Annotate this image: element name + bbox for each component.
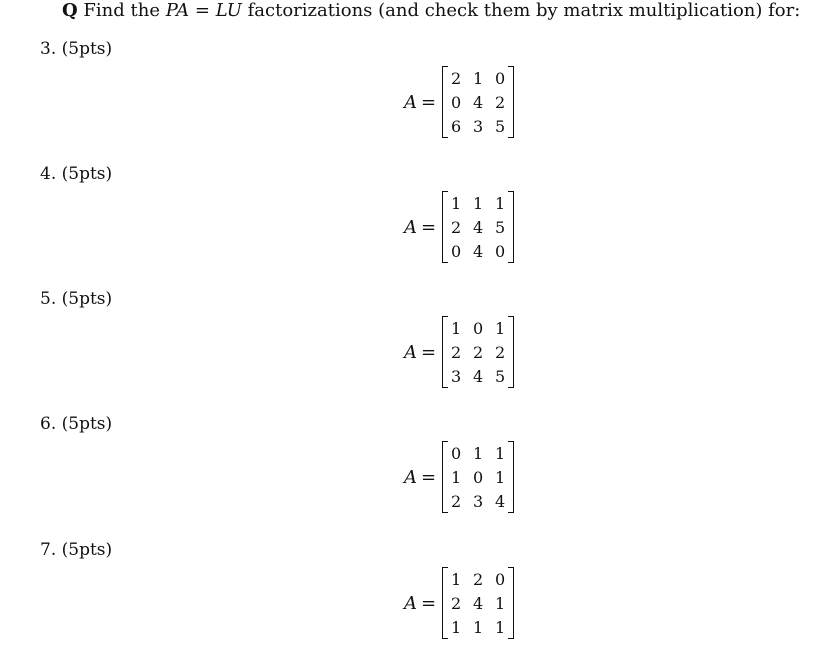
header-lu: LU	[215, 0, 242, 21]
matrix-cell: 3	[473, 491, 484, 511]
matrix-name: A	[404, 91, 417, 113]
matrix-cell: 1	[495, 467, 506, 487]
right-bracket	[508, 191, 514, 263]
matrix-cell: 2	[451, 68, 462, 88]
equals-sign: =	[421, 341, 437, 363]
matrix-cell: 4	[473, 217, 484, 237]
problem-3	[0, 38, 813, 164]
matrix-cell: 2	[473, 342, 484, 362]
matrix-cell: 1	[495, 593, 506, 613]
question-header	[62, 0, 800, 22]
right-bracket	[508, 441, 514, 513]
problem-5	[0, 288, 813, 414]
problem-label: 6. (5pts)	[40, 414, 113, 434]
matrix-cell: 1	[473, 617, 484, 637]
matrix-name: A	[404, 466, 417, 488]
matrix-equation	[404, 441, 514, 513]
problem-label: 4. (5pts)	[40, 164, 113, 184]
matrix-cell: 4	[473, 366, 484, 386]
matrix-equation	[404, 316, 514, 388]
matrix-cell: 1	[495, 617, 506, 637]
matrix-cell: 4	[495, 491, 506, 511]
question-marker: Q	[62, 0, 78, 21]
equals-sign: =	[421, 91, 437, 113]
matrix-cell: 5	[495, 217, 506, 237]
problem-label: 3. (5pts)	[40, 39, 113, 59]
matrix-cell: 0	[451, 241, 462, 261]
matrix-cell: 1	[495, 318, 506, 338]
equals-sign: =	[421, 216, 437, 238]
left-bracket	[442, 441, 448, 513]
problem-label: 7. (5pts)	[40, 540, 113, 560]
matrix-cell: 2	[451, 491, 462, 511]
matrix-cell: 1	[451, 617, 462, 637]
header-text-start: Find the	[83, 0, 160, 21]
problem-4	[0, 163, 813, 289]
matrix-equation	[404, 191, 514, 263]
header-equals: =	[194, 0, 211, 21]
matrix-cell: 3	[451, 366, 462, 386]
matrix-name: A	[404, 592, 417, 614]
matrix-cell: 5	[495, 116, 506, 136]
matrix-cell: 1	[495, 443, 506, 463]
matrix-cell: 1	[451, 193, 462, 213]
matrix-cell: 4	[473, 92, 484, 112]
matrix-cell: 1	[473, 443, 484, 463]
matrix-equation	[404, 567, 514, 639]
problem-7	[0, 539, 813, 665]
matrix-cell: 1	[473, 193, 484, 213]
matrix	[442, 316, 514, 388]
matrix-cell: 2	[473, 569, 484, 589]
matrix-cell: 4	[473, 593, 484, 613]
matrix-cell: 0	[473, 467, 484, 487]
matrix-cell: 2	[495, 342, 506, 362]
matrix-cell: 1	[451, 318, 462, 338]
matrix-cell: 5	[495, 366, 506, 386]
right-bracket	[508, 316, 514, 388]
matrix-equation	[404, 66, 514, 138]
equals-sign: =	[421, 592, 437, 614]
matrix-cell: 1	[451, 569, 462, 589]
matrix-cell: 3	[473, 116, 484, 136]
matrix-cell: 2	[451, 593, 462, 613]
matrix	[442, 441, 514, 513]
right-bracket	[508, 66, 514, 138]
left-bracket	[442, 567, 448, 639]
matrix-cell: 0	[495, 569, 506, 589]
matrix-cell: 6	[451, 116, 462, 136]
header-pa: PA	[165, 0, 190, 21]
left-bracket	[442, 316, 448, 388]
matrix-cell: 2	[451, 217, 462, 237]
header-text-end: factorizations (and check them by matrix multiplication) for:	[247, 0, 801, 21]
matrix-cell: 2	[451, 342, 462, 362]
matrix-cell: 0	[495, 68, 506, 88]
matrix-name: A	[404, 216, 417, 238]
problem-label: 5. (5pts)	[40, 289, 113, 309]
left-bracket	[442, 66, 448, 138]
matrix-cell: 0	[451, 443, 462, 463]
matrix-cell: 1	[451, 467, 462, 487]
matrix-cell: 1	[495, 193, 506, 213]
left-bracket	[442, 191, 448, 263]
matrix-cell: 2	[495, 92, 506, 112]
right-bracket	[508, 567, 514, 639]
matrix	[442, 191, 514, 263]
matrix-cell: 0	[473, 318, 484, 338]
matrix-cell: 4	[473, 241, 484, 261]
matrix-cell: 0	[495, 241, 506, 261]
matrix	[442, 567, 514, 639]
problem-6	[0, 413, 813, 539]
matrix-cell: 0	[451, 92, 462, 112]
matrix	[442, 66, 514, 138]
matrix-cell: 1	[473, 68, 484, 88]
equals-sign: =	[421, 466, 437, 488]
matrix-name: A	[404, 341, 417, 363]
